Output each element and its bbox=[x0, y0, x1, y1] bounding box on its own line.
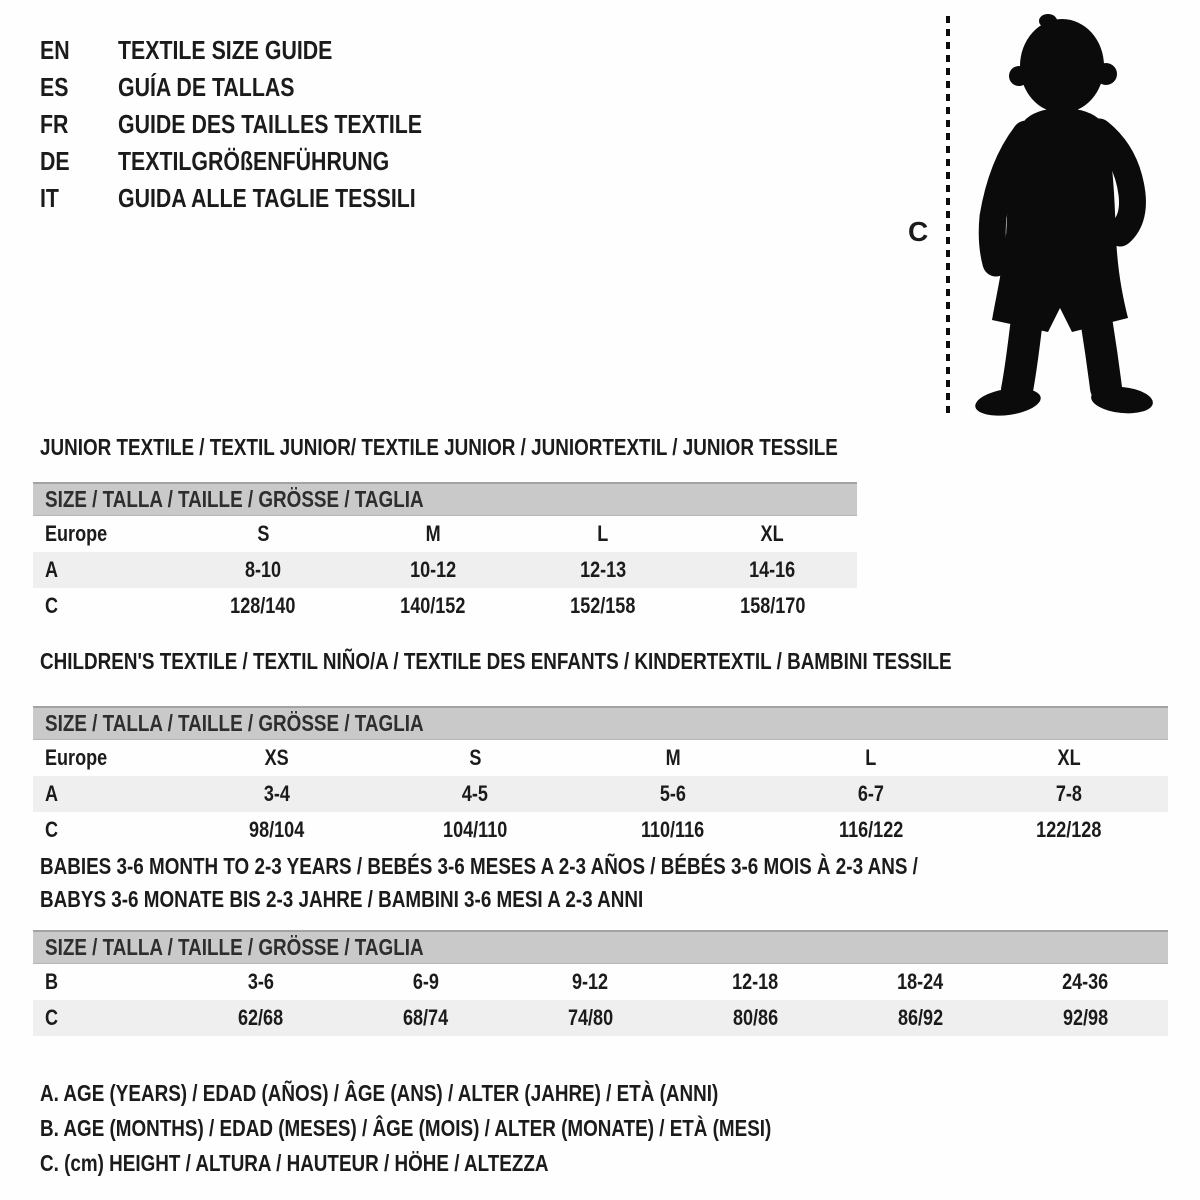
size-cell: 10-12 bbox=[409, 557, 457, 582]
row-label: A bbox=[45, 557, 59, 582]
row-label: Europe bbox=[45, 521, 108, 546]
table-row-height bbox=[33, 812, 1168, 848]
page-title-es: GUÍA DE TALLAS bbox=[118, 72, 295, 102]
size-cell: S bbox=[256, 521, 270, 546]
size-cell: 128/140 bbox=[230, 593, 296, 618]
size-header-row bbox=[33, 931, 1168, 964]
size-cell: L bbox=[597, 521, 609, 546]
children-size-table bbox=[33, 706, 1168, 848]
language-code: EN bbox=[40, 35, 70, 65]
row-label: C bbox=[45, 1005, 59, 1030]
language-title-block bbox=[40, 32, 489, 217]
height-measure-label: C bbox=[908, 216, 929, 247]
size-cell: 3-4 bbox=[263, 781, 291, 806]
row-label: A bbox=[45, 781, 59, 806]
table-row-height bbox=[33, 588, 857, 624]
size-cell: 12-13 bbox=[579, 557, 627, 582]
size-cell: M bbox=[665, 745, 681, 770]
junior-section-title: JUNIOR TEXTILE / TEXTIL JUNIOR/ TEXTILE JUNIOR / JUNIORTEXTIL / JUNIOR TESSILE bbox=[40, 434, 838, 460]
table-row-age bbox=[33, 776, 1168, 812]
junior-size-table bbox=[33, 482, 857, 624]
size-cell: M bbox=[425, 521, 441, 546]
size-cell: 12-18 bbox=[732, 969, 779, 994]
size-cell: XL bbox=[1057, 745, 1081, 770]
language-row bbox=[40, 69, 489, 106]
size-cell: 9-12 bbox=[572, 969, 609, 994]
language-row bbox=[40, 32, 489, 69]
size-cell: 140/152 bbox=[400, 593, 466, 618]
size-cell: 6-7 bbox=[857, 781, 885, 806]
size-cell: L bbox=[865, 745, 877, 770]
size-cell: S bbox=[468, 745, 482, 770]
legend-line-b: B. AGE (MONTHS) / EDAD (MESES) / ÂGE (MOIS) / ALTER (MONATE) / ETÀ (MESI) bbox=[40, 1115, 772, 1141]
table-row-months bbox=[33, 964, 1168, 1001]
size-header-label: SIZE / TALLA / TAILLE / GRÖSSE / TAGLIA bbox=[45, 486, 424, 512]
table-row-europe bbox=[33, 516, 857, 553]
babies-size-table bbox=[33, 930, 1168, 1036]
language-row bbox=[40, 106, 489, 143]
page-title-de: TEXTILGRÖßENFÜHRUNG bbox=[118, 146, 390, 176]
size-cell: 7-8 bbox=[1056, 781, 1083, 806]
size-cell: 98/104 bbox=[249, 817, 305, 842]
size-cell: 86/92 bbox=[897, 1005, 944, 1030]
size-cell: 18-24 bbox=[897, 969, 944, 994]
size-cell: XS bbox=[264, 745, 290, 770]
children-section-title: CHILDREN'S TEXTILE / TEXTIL NIÑO/A / TEXTILE DES ENFANTS / KINDERTEXTIL / BAMBINI TESSILE bbox=[40, 648, 952, 674]
language-code: FR bbox=[40, 109, 69, 139]
size-cell: 158/170 bbox=[739, 593, 806, 618]
size-cell: 4-5 bbox=[461, 781, 489, 806]
size-cell: 8-10 bbox=[244, 557, 282, 582]
row-label: Europe bbox=[45, 745, 108, 770]
size-cell: 6-9 bbox=[412, 969, 439, 994]
size-cell: XL bbox=[760, 521, 785, 546]
height-measure-dashed-line bbox=[946, 16, 950, 416]
size-cell: 3-6 bbox=[247, 969, 274, 994]
babies-section-title: BABIES 3-6 MONTH TO 2-3 YEARS / BEBÉS 3-6 MESES A 2-3 AÑOS / BÉBÉS 3-6 MOIS À 2-3 ANS / BABYS 3-6 MONATE BIS 2-3 JAHRE / BAMBINI 3-6 MESI A 2-3 ANNI bbox=[40, 853, 918, 912]
measure-legend bbox=[40, 1076, 932, 1181]
language-code: IT bbox=[40, 183, 59, 213]
size-cell: 92/98 bbox=[1062, 1005, 1109, 1030]
size-cell: 122/128 bbox=[1036, 817, 1102, 842]
size-cell: 68/74 bbox=[402, 1005, 449, 1030]
size-cell: 110/116 bbox=[641, 817, 705, 842]
size-header-label: SIZE / TALLA / TAILLE / GRÖSSE / TAGLIA bbox=[45, 710, 424, 736]
size-cell: 74/80 bbox=[567, 1005, 614, 1030]
size-cell: 152/158 bbox=[570, 593, 636, 618]
toddler-silhouette-icon bbox=[962, 12, 1158, 418]
table-row-age bbox=[33, 552, 857, 588]
row-label: C bbox=[45, 593, 59, 618]
row-label: B bbox=[45, 969, 59, 994]
size-header-row bbox=[33, 707, 1168, 740]
size-cell: 14-16 bbox=[749, 557, 796, 582]
page-title-fr: GUIDE DES TAILLES TEXTILE bbox=[118, 109, 423, 139]
row-label: C bbox=[45, 817, 59, 842]
page-title-it: GUIDA ALLE TAGLIE TESSILI bbox=[118, 183, 416, 213]
language-row bbox=[40, 180, 489, 217]
legend-line-c: C. (cm) HEIGHT / ALTURA / HAUTEUR / HÖHE / ALTEZZA bbox=[40, 1150, 549, 1176]
size-cell: 116/122 bbox=[838, 817, 904, 842]
language-row bbox=[40, 143, 489, 180]
size-header-label: SIZE / TALLA / TAILLE / GRÖSSE / TAGLIA bbox=[45, 934, 424, 960]
size-cell: 24-36 bbox=[1062, 969, 1109, 994]
size-cell: 80/86 bbox=[732, 1005, 779, 1030]
size-cell: 62/68 bbox=[237, 1005, 284, 1030]
page-title: TEXTILE SIZE GUIDE bbox=[118, 35, 333, 65]
table-row-europe bbox=[33, 740, 1168, 777]
table-row-height bbox=[33, 1000, 1168, 1036]
language-code: ES bbox=[40, 72, 69, 102]
legend-line-a: A. AGE (YEARS) / EDAD (AÑOS) / ÂGE (ANS) / ALTER (JAHRE) / ETÀ (ANNI) bbox=[40, 1080, 719, 1106]
size-cell: 104/110 bbox=[442, 817, 508, 842]
size-cell: 5-6 bbox=[659, 781, 687, 806]
size-header-row bbox=[33, 483, 857, 516]
language-code: DE bbox=[40, 146, 70, 176]
